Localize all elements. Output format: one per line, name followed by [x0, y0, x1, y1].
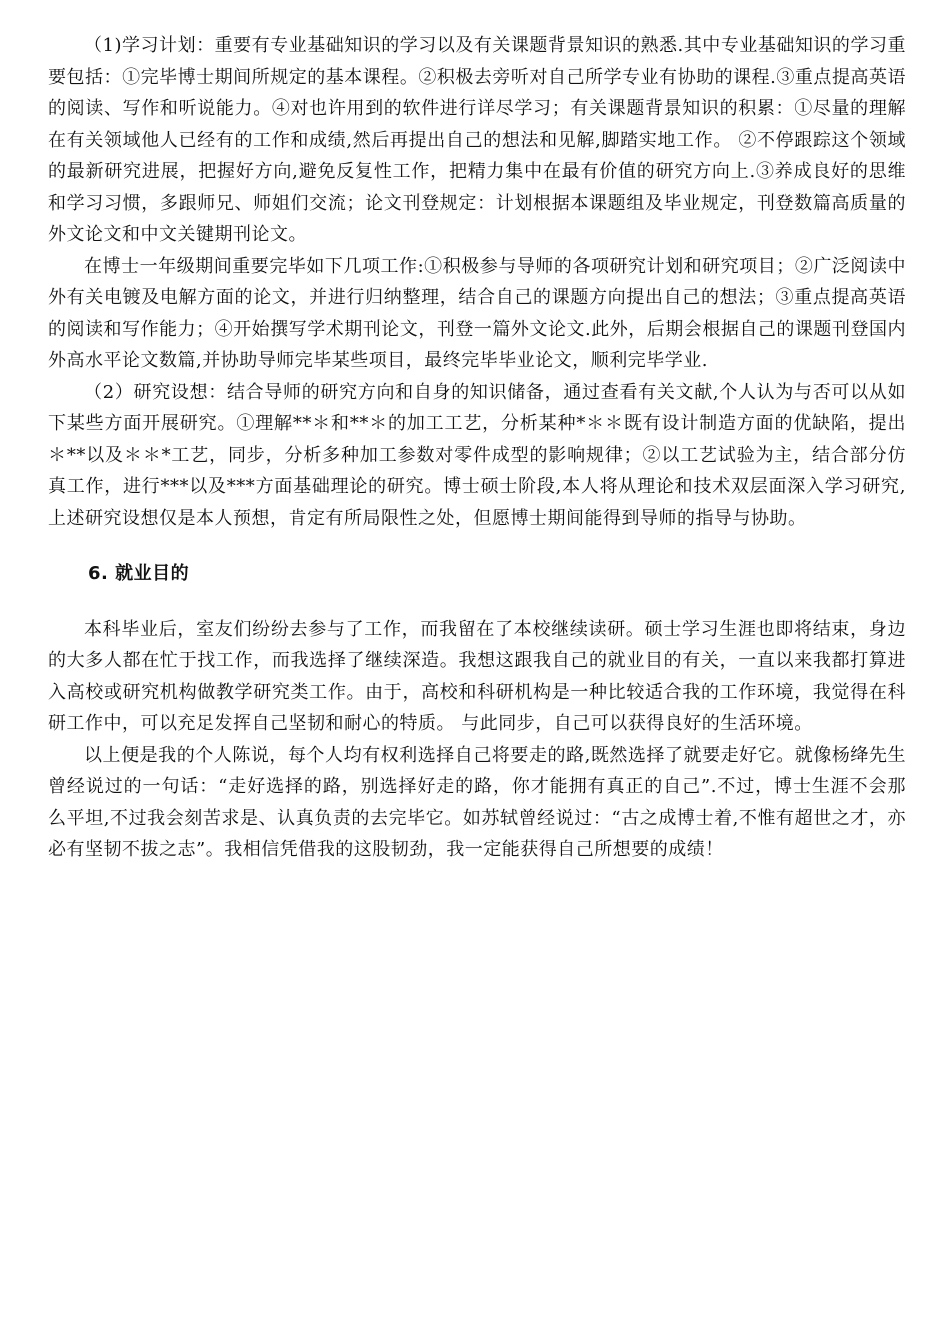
study-plan-paragraph: （1)学习计划：重要有专业基础知识的学习以及有关课题背景知识的熟悉.其中专业基础知识的学习重要包括：①完毕博士期间所规定的基本课程。②积极去旁听对自己所学专业有协助的课程.③重点提高英语的阅读、写作和听说能力。④对也许用到的软件进行详尽学习；有关课题背景知识的积累：①尽量的理解在有关领域他人已经有的工作和成绩,然后再提出自己的想法和见解,脚踏实地工作。 ②不停跟踪这个领域的最新研究进展，把握好方向,避免反复性工作，把精力集中在最有价值的研究方向上.③养成良好的思维和学习习惯，多跟师兄、师姐们交流；论文刊登规定：计划根据本课题组及毕业规定，刊登数篇高质量的外文论文和中文关键期刊论文。	[48, 35, 906, 245]
research-idea-paragraph: （2）研究设想：结合导师的研究方向和自身的知识储备，通过查看有关文献,个人认为与否可以从如下某些方面开展研究。①理解**＊和**＊的加工工艺，分析某种*＊＊既有设计制造方面的优缺陷，提出＊**以及＊＊*工艺，同步，分析多种加工参数对零件成型的影响规律；②以工艺试验为主，结合部分仿真工作，进行***以及***方面基础理论的研究。博士硕士阶段,本人将从理论和技术双层面深入学习研究,上述研究设想仅是本人预想，肯定有所局限性之处，但愿博士期间能得到导师的指导与协助。	[48, 381, 906, 529]
first-year-plan-paragraph: 在博士一年级期间重要完毕如下几项工作:①积极参与导师的各项研究计划和研究项目；②广泛阅读中外有关电镀及电解方面的论文，并进行归纳整理，结合自己的课题方向提出自己的想法；③重点提高英语的阅读和写作能力；④开始撰写学术期刊论文，刊登一篇外文论文.此外，后期会根据自己的课题刊登国内外高水平论文数篇,并协助导师完毕某些项目，最终完毕毕业论文，顺利完毕学业.	[48, 255, 906, 371]
document-page	[48, 30, 906, 866]
closing-statement-paragraph: 以上便是我的个人陈说，每个人均有权利选择自己将要走的路,既然选择了就要走好它。就像杨绛先生曾经说过的一句话：“走好选择的路，别选择好走的路，你才能拥有真正的自己”.不过，博士生涯不会那么平坦,不过我会刻苦求是、认真负责的去完毕它。如苏轼曾经说过：“古之成博士着,不惟有超世之才，亦必有坚韧不拔之志”。我相信凭借我的这股韧劲，我一定能获得自己所想要的成绩！	[48, 744, 906, 860]
employment-goal-paragraph: 本科毕业后，室友们纷纷去参与了工作，而我留在了本校继续读研。硕士学习生涯也即将结束，身边的大多人都在忙于找工作，而我选择了继续深造。我想这跟我自己的就业目的有关，一直以来我都打算进入高校或研究机构做教学研究类工作。由于，高校和科研机构是一种比较适合我的工作环境，我觉得在科研工作中，可以充足发挥自己坚韧和耐心的特质。 与此同步，自己可以获得良好的生活环境。	[48, 618, 906, 734]
employment-goal-heading: 6. 就业目的	[88, 563, 190, 584]
